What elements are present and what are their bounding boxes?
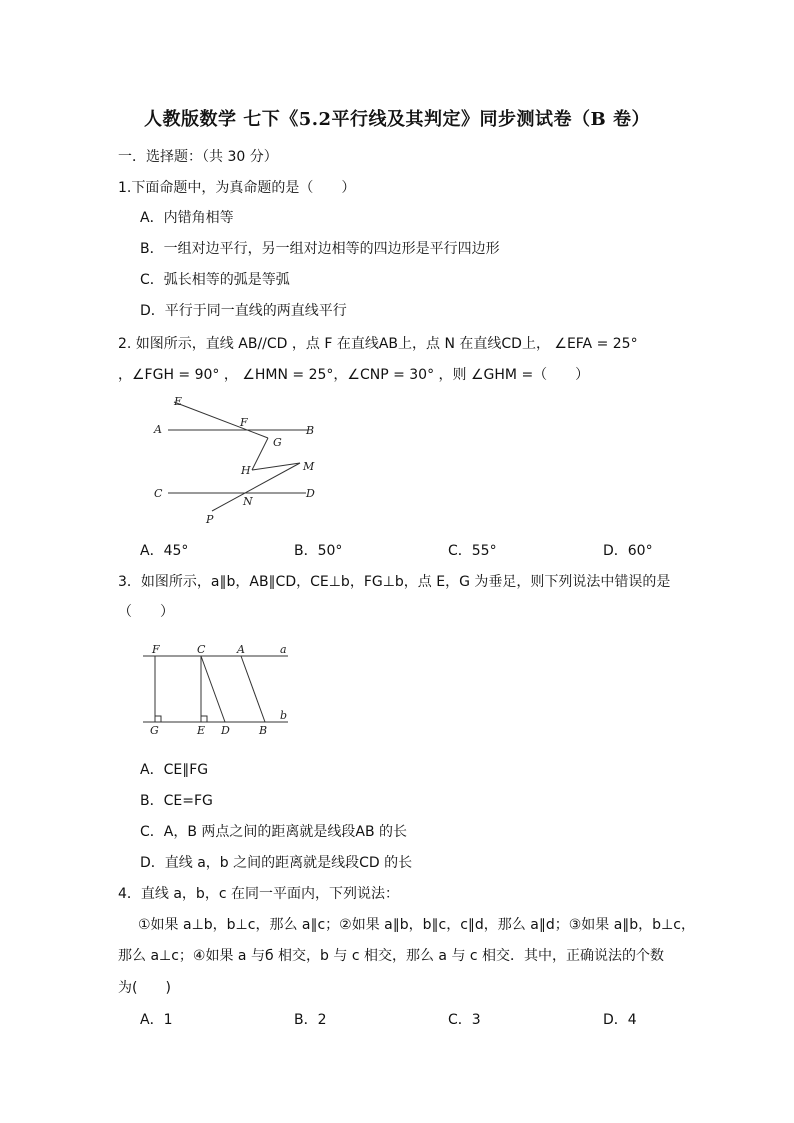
q1-option-c: C．弧长相等的弧是等弧 <box>140 272 290 288</box>
label-b: B <box>306 424 315 437</box>
segment-cd <box>201 656 225 722</box>
label-f: F <box>152 643 160 656</box>
q1-option-a: A．内错角相等 <box>140 210 234 226</box>
q2-stem-line1: 2. 如图所示，直线 AB//CD ，点 F 在直线AB上，点 N 在直线CD上， ∠EFA = 25° <box>118 336 638 352</box>
q3-option-a: A．CE∥FG <box>140 762 209 778</box>
segment-ab <box>241 656 265 722</box>
label-f: F <box>240 416 248 429</box>
q4-option-a: A．1 <box>140 1012 173 1028</box>
label-b: B <box>259 724 268 737</box>
label-d: D <box>306 487 315 500</box>
q2-figure <box>140 390 340 530</box>
q4-body-line2: 那么 a⊥c；④如果 a 与б 相交，b 与 c 相交，那么 a 与 c 相交．其中，正确说法的个数 <box>118 948 665 964</box>
right-angle-e <box>201 716 207 722</box>
label-g: G <box>150 724 159 737</box>
label-h: H <box>241 464 251 477</box>
q2-option-d: D．60° <box>603 543 653 559</box>
label-a: A <box>154 423 162 436</box>
q4-body-line1: ①如果 a⊥b，b⊥c，那么 a∥c；②如果 a∥b，b∥c，c∥d，那么 a∥d；③如果 a∥b，b⊥c， <box>138 917 695 933</box>
q2-stem-line2: ，∠FGH = 90° ， ∠HMN = 25°，∠CNP = 30° ，则 ∠GHM =（ ） <box>118 367 590 383</box>
q3-option-c: C．A，B 两点之间的距离就是线段AB 的长 <box>140 824 408 840</box>
q4-body-line3: 为( ) <box>118 980 171 996</box>
q3-stem-line1: 3．如图所示，a∥b，AB∥CD，CE⊥b，FG⊥b，点 E，G 为垂足，则下列说法中错误的是 <box>118 574 671 590</box>
segment-gh <box>252 438 268 470</box>
label-p: P <box>206 513 214 526</box>
q3-option-d: D．直线 a，b 之间的距离就是线段CD 的长 <box>140 855 413 871</box>
q3-option-b: B．CE=FG <box>140 793 213 809</box>
label-c: C <box>197 643 206 656</box>
q4-option-d: D．4 <box>603 1012 637 1028</box>
label-a: A <box>237 643 245 656</box>
label-line-b: b <box>280 709 288 722</box>
label-g: G <box>273 436 282 449</box>
line-ef-g <box>174 402 268 438</box>
q1-option-b: B．一组对边平行，另一组对边相等的四边形是平行四边形 <box>140 241 500 257</box>
q2-option-a: A．45° <box>140 543 189 559</box>
section-heading: 一．选择题：（共 30 分） <box>118 149 278 165</box>
q4-option-b: B．2 <box>294 1012 327 1028</box>
q2-option-c: C．55° <box>448 543 497 559</box>
page-title: 人教版数学 七下《5.2平行线及其判定》同步测试卷（B 卷） <box>143 109 651 130</box>
q1-option-d: D．平行于同一直线的两直线平行 <box>140 303 347 319</box>
q2-option-b: B．50° <box>294 543 343 559</box>
label-e: E <box>174 395 183 408</box>
label-m: M <box>303 460 315 473</box>
label-line-a: a <box>280 643 287 656</box>
q3-stem-line2: （ ） <box>118 604 174 620</box>
label-n: N <box>243 495 253 508</box>
q3-figure <box>138 640 298 740</box>
label-c: C <box>154 487 163 500</box>
q4-option-c: C．3 <box>448 1012 481 1028</box>
right-angle-g <box>155 716 161 722</box>
q4-stem: 4．直线 a，b，c 在同一平面内，下列说法： <box>118 886 399 902</box>
q1-stem: 1.下面命题中，为真命题的是（ ） <box>118 180 356 196</box>
line-mn-p <box>212 463 300 511</box>
label-e: E <box>197 724 206 737</box>
label-d: D <box>221 724 230 737</box>
